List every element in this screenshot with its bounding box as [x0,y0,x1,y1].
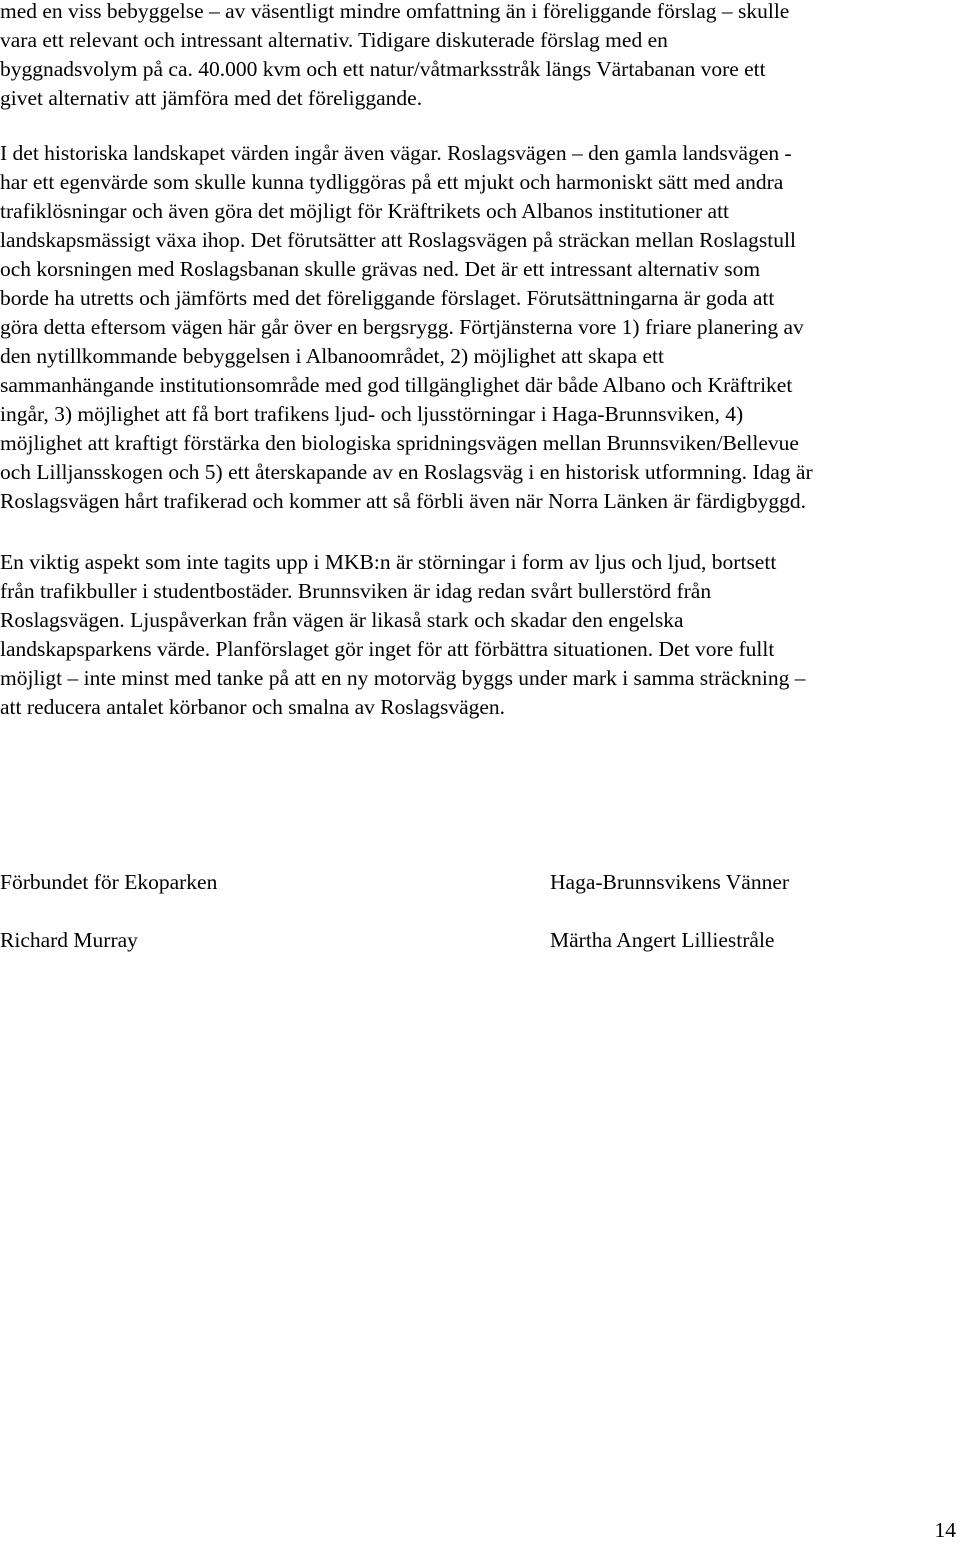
text-line: från trafikbuller i studentbostäder. Brunnsviken är idag redan svårt bullerstörd från [0,579,712,603]
text-line: I det historiska landskapet värden ingår även vägar. Roslagsvägen – den gamla landsvägen - [0,141,792,165]
text-line: givet alternativ att jämföra med det föreliggande. [0,86,423,110]
signature-organization-left: Förbundet för Ekoparken [0,870,218,894]
signature-organization-right: Haga-Brunnsvikens Vänner [550,870,790,894]
signature-person-right: Märtha Angert Lilliestråle [550,928,775,952]
text-line: byggnadsvolym på ca. 40.000 kvm och ett natur/våtmarksstråk längs Värtabanan vore ett [0,57,766,81]
text-line: En viktig aspekt som inte tagits upp i MKB:n är störningar i form av ljus och ljud, bortsett [0,550,777,574]
text-line: att reducera antalet körbanor och smalna av Roslagsvägen. [0,695,506,719]
text-line: göra detta eftersom vägen här går över en bergsrygg. Förtjänsterna vore 1) friare planering av [0,315,804,339]
text-line: den nytillkommande bebyggelsen i Albanoområdet, 2) möjlighet att skapa ett [0,344,664,368]
signature-person-left: Richard Murray [0,928,138,952]
text-line: trafiklösningar och även göra det möjligt för Kräftrikets och Albanos institutioner att [0,199,730,223]
text-line: Roslagsvägen hårt trafikerad och kommer att så förbli även när Norra Länken är färdigbyggd. [0,489,806,513]
text-line: sammanhängande institutionsområde med god tillgänglighet där både Albano och Kräftriket [0,373,793,397]
text-line: möjlighet att kraftigt förstärka den biologiska spridningsvägen mellan Brunnsviken/Bellevue [0,431,799,455]
text-line: landskapsmässigt växa ihop. Det förutsätter att Roslagsvägen på sträckan mellan Roslagstull [0,228,796,252]
text-line: Roslagsvägen. Ljuspåverkan från vägen är likaså stark och skadar den engelska [0,608,684,632]
text-line: möjligt – inte minst med tanke på att en ny motorväg byggs under mark i samma sträckning – [0,666,806,690]
text-line: landskapsparkens värde. Planförslaget gör inget för att förbättra situationen. Det vore fullt [0,637,775,661]
text-line: har ett egenvärde som skulle kunna tydliggöras på ett mjukt och harmoniskt sätt med andra [0,170,784,194]
page-number: 14 [934,1518,956,1542]
text-line: ingår, 3) möjlighet att få bort trafikens ljud- och ljusstörningar i Haga-Brunnsviken, 4) [0,402,744,426]
text-line: och Lilljansskogen och 5) ett återskapande av en Roslagsväg i en historisk utformning. Idag är [0,460,813,484]
paragraph-light-noise-disturbance [0,548,960,722]
text-line: borde ha utretts och jämförts med det föreliggande förslaget. Förutsättningarna är goda att [0,286,775,310]
paragraph-alternative-proposal [0,0,960,113]
text-line: med en viss bebyggelse – av väsentligt mindre omfattning än i föreliggande förslag – skulle [0,0,790,23]
text-line: vara ett relevant och intressant alternativ. Tidigare diskuterade förslag med en [0,28,668,52]
text-line: och korsningen med Roslagsbanan skulle grävas ned. Det är ett intressant alternativ som [0,257,761,281]
paragraph-roslagsvagen [0,139,960,516]
